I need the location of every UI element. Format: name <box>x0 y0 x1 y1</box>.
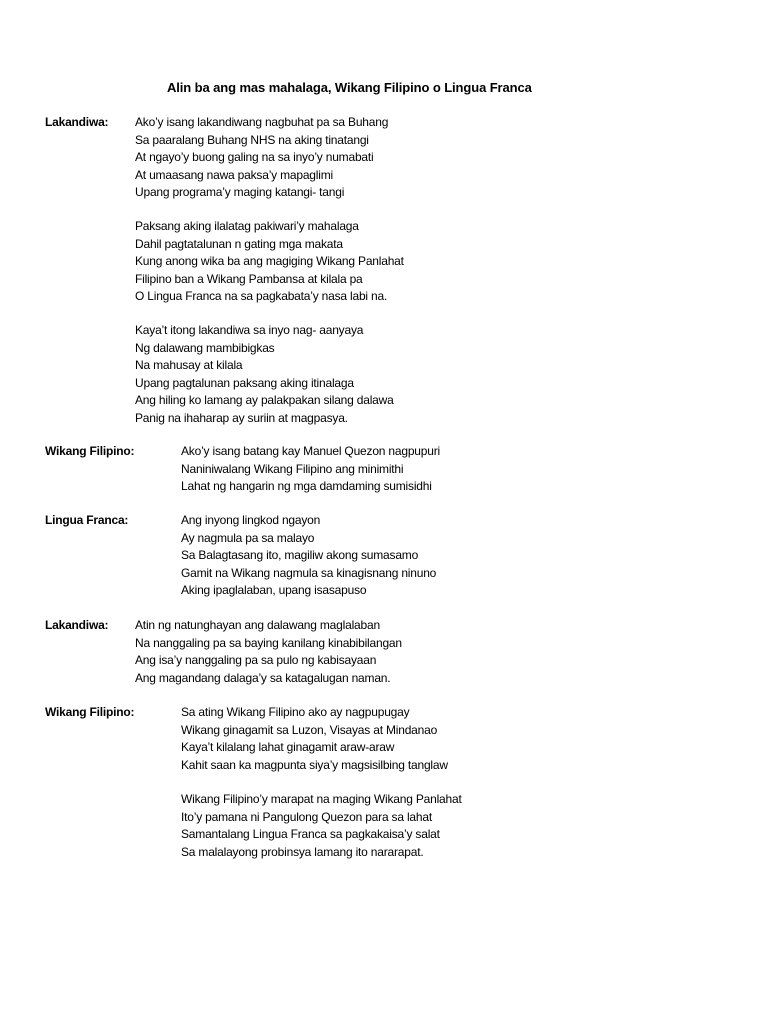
stanza <box>135 218 404 306</box>
verse-line: Kaya’t itong lakandiwa sa inyo nag- aanyaya <box>135 323 364 337</box>
speaker-label: Wikang Filipino: <box>45 705 135 719</box>
stanza <box>181 704 448 774</box>
verse-line: Ay nagmula pa sa malayo <box>181 530 315 545</box>
verse-line: Kaya’t kilalang lahat ginagamit araw-araw <box>181 740 395 755</box>
verse-line: Sa ating Wikang Filipino ako ay nagpupugay <box>181 705 410 719</box>
speaker-label: Lakandiwa: <box>45 618 109 632</box>
verse-line: Paksang aking ilalatag pakiwari’y mahalaga <box>135 219 359 233</box>
verse-line: Ang inyong lingkod ngayon <box>181 513 321 527</box>
stanza <box>181 512 436 600</box>
verse-line: Panig na ihaharap ay suriin at magpasya. <box>135 410 348 425</box>
verse-line: Ito’y pamana ni Pangulong Quezon para sa lahat <box>181 809 432 824</box>
verse-line: Sa paaralang Buhang NHS na aking tinatangi <box>135 132 369 147</box>
verse-line: Na mahusay at kilala <box>135 358 243 373</box>
verse-line: Ng dalawang mambibigkas <box>135 340 275 355</box>
verse-line: Wikang Filipino’y marapat na maging Wikang Panlahat <box>181 792 462 806</box>
verse-line: Ako’y isang batang kay Manuel Quezon nagpupuri <box>181 444 440 458</box>
verse-line: Dahil pagtatalunan n gating mga makata <box>135 236 343 251</box>
verse-line: Ang magandang dalaga’y sa katagalugan naman. <box>135 670 391 685</box>
page-title: Alin ba ang mas mahalaga, Wikang Filipino o Lingua Franca <box>167 80 532 95</box>
speaker-label: Lingua Franca: <box>45 513 129 527</box>
speaker-label: Wikang Filipino: <box>45 444 135 458</box>
verse-line: Gamit na Wikang nagmula sa kinagisnang ninuno <box>181 565 437 580</box>
verse-line: At ngayo’y buong galing na sa inyo’y numabati <box>135 150 374 165</box>
verse-line: Samantalang Lingua Franca sa pagkakaisa’y salat <box>181 827 440 842</box>
verse-line: Na nanggaling pa sa baying kanilang kinabibilangan <box>135 635 402 650</box>
verse-line: Kahit saan ka magpunta siya’y magsisilbing tanglaw <box>181 757 448 772</box>
verse-line: Ang hiling ko lamang ay palakpakan silang dalawa <box>135 393 394 408</box>
verse-line: Lahat ng hangarin ng mga damdaming sumisidhi <box>181 479 432 494</box>
verse-line: Ang isa’y nanggaling pa sa pulo ng kabisayaan <box>135 653 377 668</box>
stanza <box>135 114 388 202</box>
verse-line: At umaasang nawa paksa’y mapaglimi <box>135 167 333 182</box>
stanza <box>181 443 440 496</box>
verse-line: Kung anong wika ba ang magiging Wikang Panlahat <box>135 254 404 269</box>
speaker-label: Lakandiwa: <box>45 115 109 129</box>
verse-line: Naniniwalang Wikang Filipino ang minimithi <box>181 461 404 476</box>
verse-line: Upang programa’y maging katangi- tangi <box>135 185 345 200</box>
verse-line: Atin ng natunghayan ang dalawang maglalaban <box>135 618 380 632</box>
verse-line: O Lingua Franca na sa pagkabata’y nasa labi na. <box>135 289 388 304</box>
verse-line: Sa Balagtasang ito, magiliw akong sumasamo <box>181 548 419 563</box>
stanza <box>135 322 394 428</box>
verse-line: Upang pagtalunan paksang aking itinalaga <box>135 375 354 390</box>
stanza <box>135 617 402 687</box>
verse-line: Aking ipaglalaban, upang isasapuso <box>181 583 367 598</box>
verse-line: Sa malalayong probinsya lamang ito nararapat. <box>181 844 424 859</box>
verse-line: Filipino ban a Wikang Pambansa at kilala pa <box>135 271 363 286</box>
stanza <box>181 791 462 861</box>
verse-line: Ako’y isang lakandiwang nagbuhat pa sa Buhang <box>135 115 389 129</box>
verse-line: Wikang ginagamit sa Luzon, Visayas at Mindanao <box>181 722 438 737</box>
